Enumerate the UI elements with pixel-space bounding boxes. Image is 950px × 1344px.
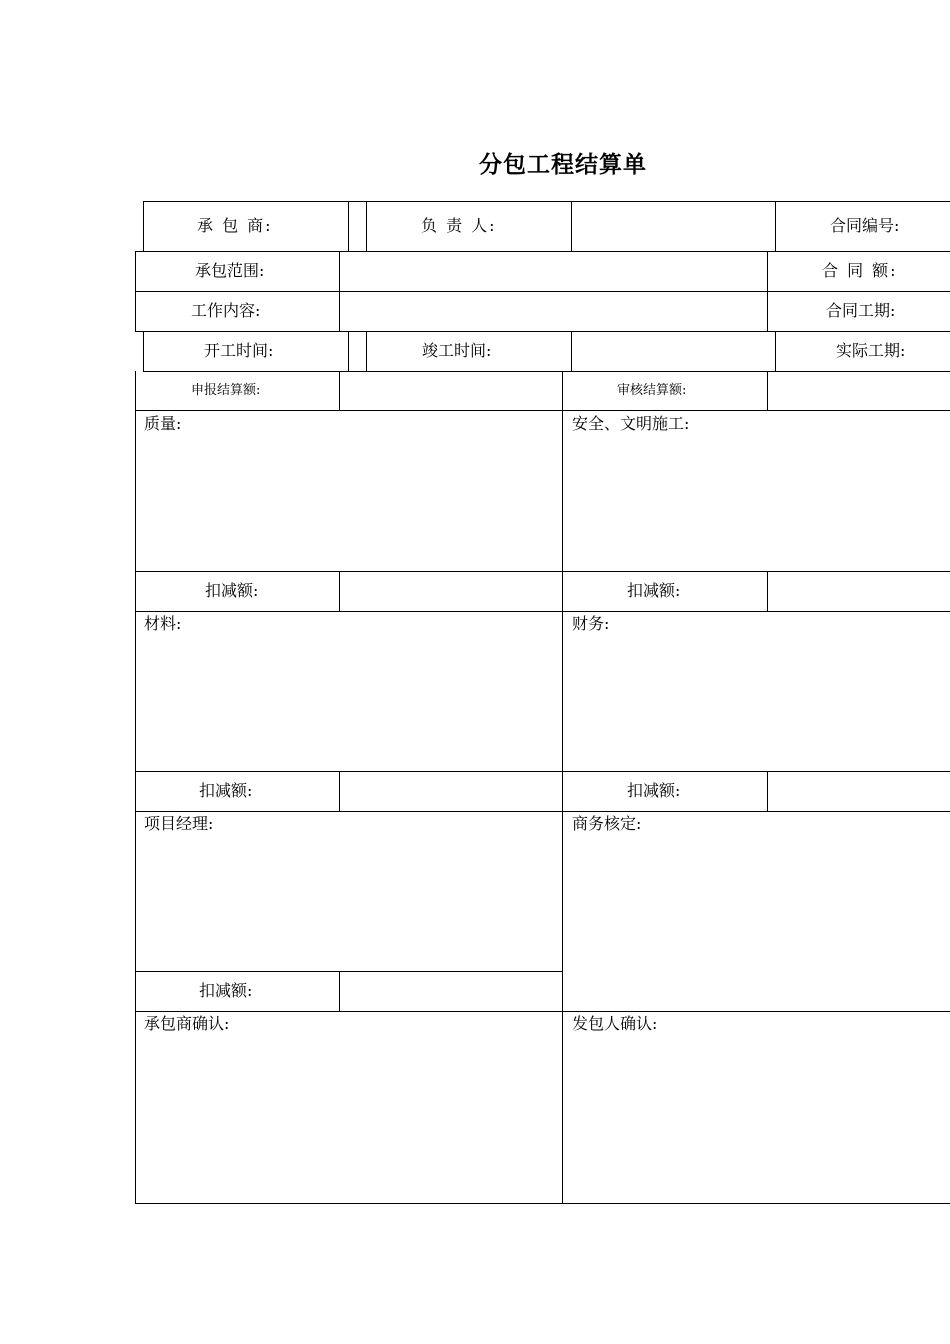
declared-amount-label: 申报结算额: bbox=[191, 383, 261, 398]
quality-bottom bbox=[135, 571, 950, 572]
pm-deduction-label: 扣减额: bbox=[199, 981, 253, 1000]
actual-period-label: 实际工期: bbox=[836, 341, 906, 360]
row1-divider-c bbox=[571, 201, 572, 252]
finance-label: 财务: bbox=[572, 614, 610, 633]
material-deduction-label: 扣减额: bbox=[199, 781, 253, 800]
work-content-label: 工作内容: bbox=[191, 301, 261, 320]
rows23-divider-a bbox=[339, 251, 340, 332]
safety-deduction-label: 扣减额: bbox=[627, 581, 681, 600]
person-in-charge-label: 负 责 人: bbox=[421, 216, 497, 235]
row3-bottom-border bbox=[135, 331, 950, 332]
declared-value-divider bbox=[339, 371, 340, 411]
row1-divider-b bbox=[366, 201, 367, 252]
deduct1-left-divider bbox=[339, 571, 340, 612]
start-time-label: 开工时间: bbox=[204, 341, 274, 360]
deduct2-right-divider bbox=[767, 771, 768, 812]
employer-confirm-label: 发包人确认: bbox=[572, 1014, 658, 1033]
quality-deduction-label: 扣减额: bbox=[205, 581, 259, 600]
row2-bottom-border bbox=[135, 291, 950, 292]
declared-row-bottom bbox=[135, 410, 950, 411]
deduct3-left-divider bbox=[339, 971, 340, 1012]
rows23-divider-b bbox=[767, 251, 768, 332]
contract-amount-label: 合 同 额: bbox=[822, 261, 898, 280]
business-label: 商务核定: bbox=[572, 814, 642, 833]
rows23-left-border bbox=[135, 251, 136, 332]
scope-label: 承包范围: bbox=[195, 261, 265, 280]
material-label: 材料: bbox=[144, 614, 182, 633]
row1-left-border bbox=[143, 201, 144, 252]
row4-left-border bbox=[143, 331, 144, 372]
row4-divider-d bbox=[775, 331, 776, 372]
deduct3-bottom bbox=[135, 1011, 950, 1012]
completion-time-label: 竣工时间: bbox=[422, 341, 492, 360]
row1-divider-a bbox=[348, 201, 349, 252]
main-left-border bbox=[135, 371, 136, 1204]
row4-bottom-border bbox=[143, 371, 950, 372]
row4-divider-b bbox=[366, 331, 367, 372]
table-bottom bbox=[135, 1203, 950, 1204]
row1-top-border bbox=[143, 201, 950, 202]
pm-bottom bbox=[135, 971, 563, 972]
finance-deduction-label: 扣减额: bbox=[627, 781, 681, 800]
page-title: 分包工程结算单 bbox=[479, 152, 647, 178]
main-center-divider bbox=[562, 371, 563, 1204]
audited-value-divider bbox=[767, 371, 768, 411]
contract-period-label: 合同工期: bbox=[826, 301, 896, 320]
pm-label: 项目经理: bbox=[144, 814, 214, 833]
contract-no-label: 合同编号: bbox=[830, 216, 900, 235]
safety-label: 安全、文明施工: bbox=[572, 414, 690, 433]
row4-divider-a bbox=[348, 331, 349, 372]
quality-label: 质量: bbox=[144, 414, 182, 433]
deduct2-bottom bbox=[135, 811, 950, 812]
row4-divider-c bbox=[571, 331, 572, 372]
contractor-label: 承 包 商: bbox=[197, 216, 273, 235]
deduct1-right-divider bbox=[767, 571, 768, 612]
deduct2-left-divider bbox=[339, 771, 340, 812]
deduct1-bottom bbox=[135, 611, 950, 612]
material-bottom bbox=[135, 771, 950, 772]
contractor-confirm-label: 承包商确认: bbox=[144, 1014, 230, 1033]
audited-amount-label: 审核结算额: bbox=[617, 383, 687, 398]
row1-divider-d bbox=[775, 201, 776, 252]
row1-bottom-border bbox=[135, 251, 950, 252]
